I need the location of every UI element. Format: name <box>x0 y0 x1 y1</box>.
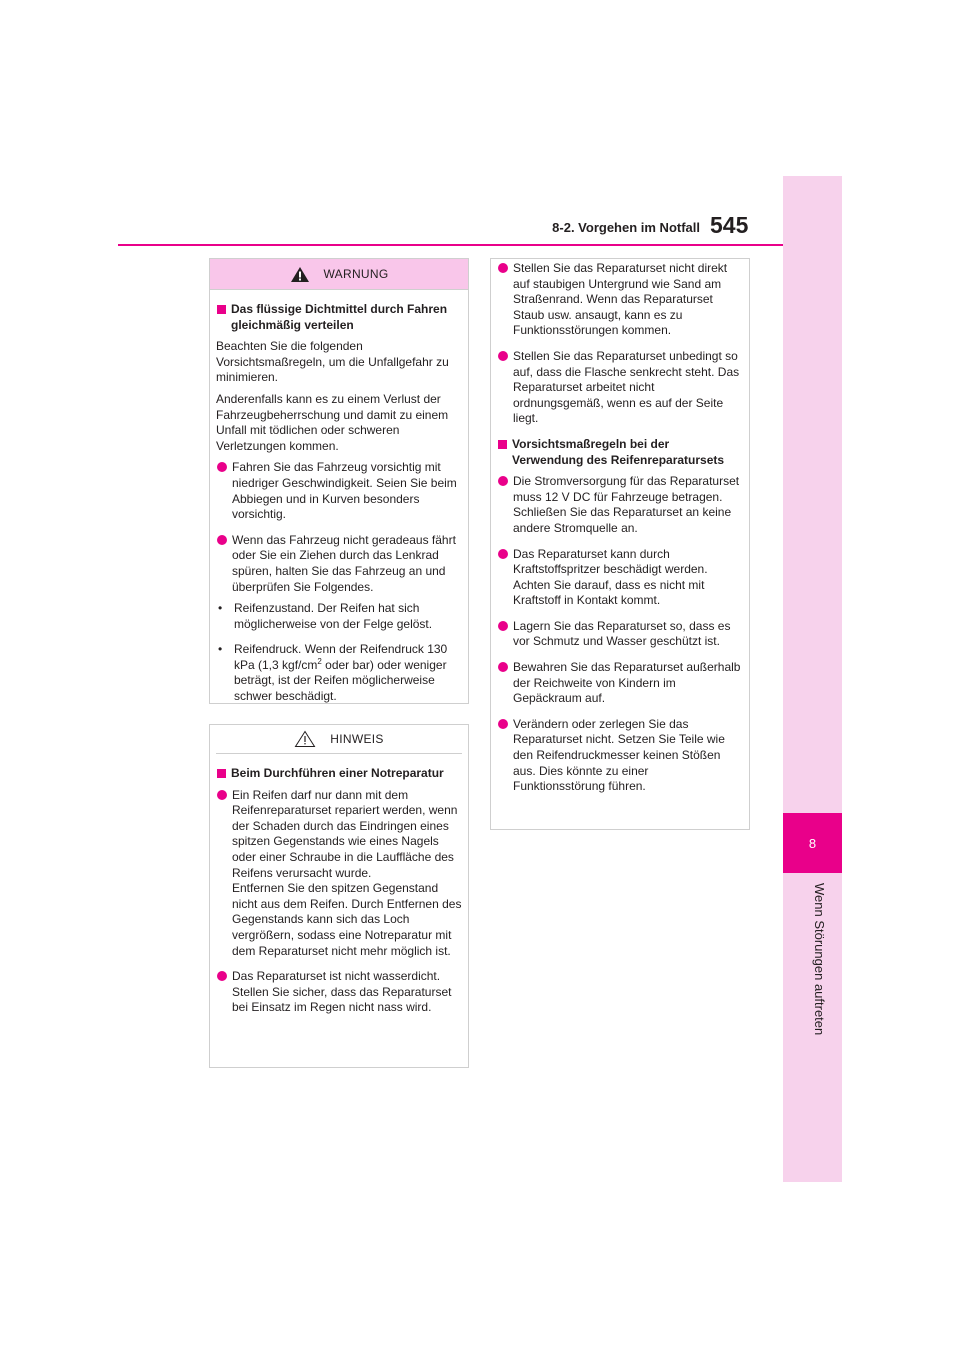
round-bullet-icon <box>217 971 227 981</box>
list-item: Verändern oder zerlegen Sie das Reparaturset nicht. Setzen Sie Teile wie den Reifendruckmesser keinen Stößen aus. Dies könnte zu einer Funktionsstörung führen. <box>497 717 743 795</box>
note-label: HINWEIS <box>330 732 384 746</box>
note-box <box>209 724 469 1068</box>
warning-box-continued <box>490 258 750 830</box>
warning-triangle-icon <box>290 266 310 283</box>
chapter-title: Wenn Störungen auftreten <box>812 883 827 1036</box>
list-item: Stellen Sie das Reparaturset unbedingt so auf, dass die Flasche senkrecht steht. Das Reparaturset arbeitet nicht ordnungsgemäß, wenn es auf der Seite liegt. <box>497 349 743 427</box>
list-item: Lagern Sie das Reparaturset so, dass es vor Schmutz und Wasser geschützt ist. <box>497 619 743 650</box>
square-bullet-icon <box>217 305 226 314</box>
list-item: Die Stromversorgung für das Reparaturset muss 12 V DC für Fahrzeuge betragen. Schließen Sie das Reparaturset an keine andere Stromquelle an. <box>497 474 743 536</box>
round-bullet-icon <box>498 719 508 729</box>
round-bullet-icon <box>498 476 508 486</box>
sub-list-item: • Reifenzustand. Der Reifen hat sich möglicherweise von der Felge gelöst. <box>218 601 433 631</box>
warning-paragraph: Beachten Sie die folgenden Vorsichtsmaßregeln, um die Unfallgefahr zu minimieren. <box>216 339 449 385</box>
list-item: Das Reparaturset ist nicht wasserdicht. Stellen Sie sicher, dass das Reparaturset bei Einsatz im Regen nicht nass wird. <box>216 969 462 1016</box>
list-item: Wenn das Fahrzeug nicht geradeaus fährt oder Sie ein Ziehen durch das Lenkrad spüren, halten Sie das Fahrzeug an und überprüfen Sie Folgendes. <box>216 533 462 595</box>
caution-triangle-outline-icon <box>294 730 316 748</box>
header-rule <box>118 244 783 246</box>
round-bullet-icon <box>498 621 508 631</box>
right-heading: Vorsichtsmaßregeln bei der Verwendung des Reifenreparatursets <box>497 437 743 468</box>
chapter-number-tab <box>783 813 842 873</box>
list-item: Das Reparaturset kann durch Kraftstoffspritzer beschädigt werden. Achten Sie darauf, dass es nicht mit Kraftstoff in Kontakt kommt. <box>497 547 743 609</box>
square-bullet-icon <box>217 769 226 778</box>
warning-paragraph: Anderenfalls kann es zu einem Verlust der Fahrzeugbeherrschung und damit zu einem Unfall mit tödlichen oder schweren Verletzungen kommen. <box>216 391 449 453</box>
list-item: Fahren Sie das Fahrzeug vorsichtig mit niedriger Geschwindigkeit. Seien Sie beim Abbiegen und in Kurven besonders vorsichtig. <box>216 460 462 522</box>
square-bullet-icon <box>498 440 507 449</box>
round-bullet-icon <box>217 790 227 800</box>
warning-label: WARNUNG <box>323 267 389 281</box>
list-item: Stellen Sie das Reparaturset nicht direkt auf staubigen Untergrund wie Sand am Straßenrand. Wenn das Reparaturset Staub usw. ansaugt, kann es zu Funktionsstörungen kommen. <box>497 261 743 339</box>
note-heading: Beim Durchführen einer Notreparatur <box>216 766 462 782</box>
list-item: Ein Reifen darf nur dann mit dem Reifenreparaturset repariert werden, wenn der Schaden durch das Eindringen eines spitzen Gegenstands wie eines Nagels oder einer Schraube in die Lauffläche des Reifens verursacht wurde. Entfernen Sie den spitzen Gegenstand nicht aus dem Reifen. Durch Entfernen des Gegenstands kann sich das Loch vergrößern, sodass eine Notreparatur mit dem Reparaturset nicht mehr möglich ist. <box>216 788 462 960</box>
list-item: Bewahren Sie das Reparaturset außerhalb der Reichweite von Kindern im Gepäckraum auf. <box>497 660 743 707</box>
warning-heading: Das flüssige Dichtmittel durch Fahren gleichmäßig verteilen <box>216 302 462 333</box>
sub-list-item: • Reifendruck. Wenn der Reifendruck 130 kPa (1,3 kgf/$cm^2$ oder bar) oder weniger beträgt, ist der Reifen möglicherweise schwer beschädigt. <box>218 642 448 704</box>
page-number: 545 <box>710 212 749 238</box>
warning-header <box>210 259 468 290</box>
round-bullet-icon <box>217 462 227 472</box>
round-bullet-icon <box>217 535 227 545</box>
round-bullet-icon <box>498 351 508 361</box>
round-bullet-icon <box>498 662 508 672</box>
round-bullet-icon <box>498 263 508 273</box>
chapter-number: 8 <box>808 835 817 851</box>
round-bullet-icon <box>498 549 508 559</box>
warning-box <box>209 258 469 704</box>
note-header <box>216 725 462 754</box>
section-title: 8-2. Vorgehen im Notfall <box>552 220 700 235</box>
